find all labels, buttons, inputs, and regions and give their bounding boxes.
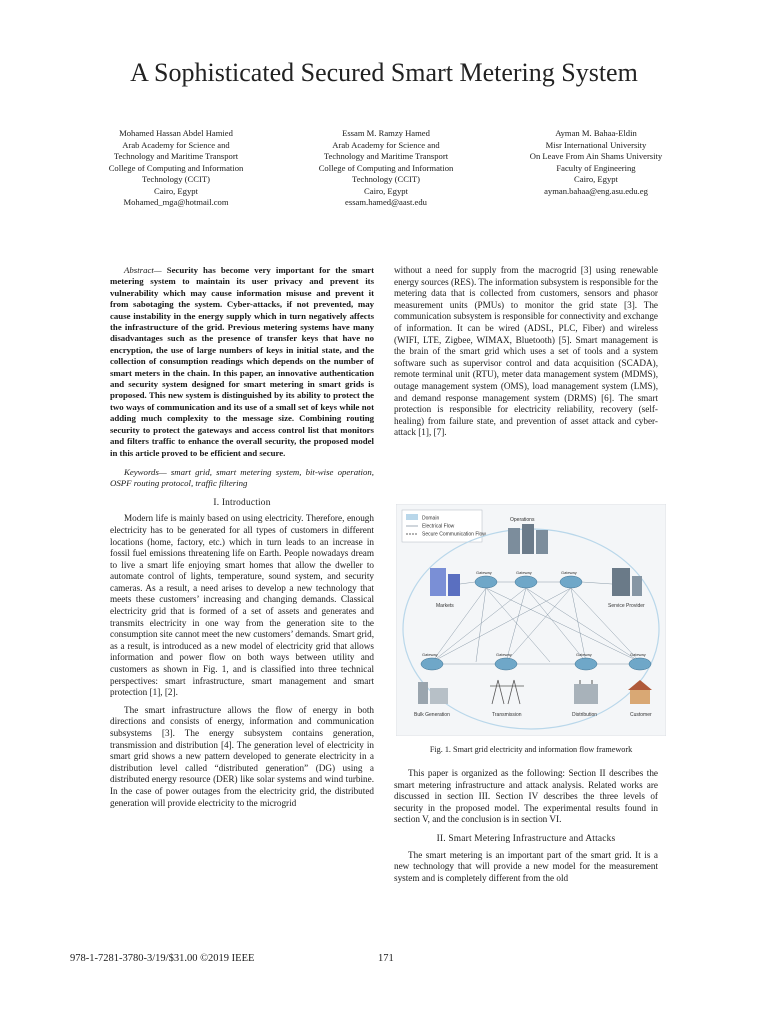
bulk-generation-label: Bulk Generation — [414, 712, 450, 718]
author-2-location: Cairo, Egypt — [364, 185, 408, 196]
keywords-lead: Keywords— — [124, 466, 167, 477]
section-heading-introduction: I. Introduction — [213, 497, 271, 508]
author-1-affil: College of Computing and Information — [108, 162, 244, 173]
intro-paragraph-1: Modern life is mainly based on using electricity. Therefore, enough electricity has to be generated for all types of customers in different locations (home, factory, etc.) which in turn leads to an increase in fossil fuel emissions threatening life on Earth. People nowadays dream to live a smart life enjoying smart homes that allow the dweller to automate control of lights, temperature, sound system, and security cameras. As a result, a need arises to develop a new technology that meets these customers’ increasing and changing demands. Classical electricity grid that is formed of a set of assets and generates and transmits electricity in one way from the generation site to the consumption site cannot meet the new customers’ demands. Smart grid, as a result, is introduced as a new model of electricity grid that allows information and power flow on both ways between utility and customers as shown in Fig. 1, and is classified into three technical perspectives: smart infrastructure, smart management and smart protection [1], [2]. — [110, 513, 374, 698]
author-2-affil: Arab Academy for Science and — [332, 139, 440, 150]
author-3 — [496, 128, 696, 209]
author-1 — [76, 128, 276, 209]
footer-isbn: 978-1-7281-3780-3/19/$31.00 ©2019 IEEE — [70, 953, 255, 964]
gateway-label: Gateway — [630, 652, 646, 657]
author-3-affil: On Leave From Ain Shams University — [529, 151, 663, 161]
paper-title: A Sophisticated Secured Smart Metering System — [130, 58, 638, 87]
abstract — [110, 265, 374, 459]
gateway-icon — [475, 576, 497, 588]
section-heading-2: II. Smart Metering Infrastructure and Attacks — [436, 833, 616, 844]
author-1-email: Mohamed_mga@hotmail.com — [123, 197, 229, 207]
author-1-affil: Arab Academy for Science and — [122, 139, 230, 150]
legend-domain-swatch — [406, 514, 418, 520]
author-2 — [286, 128, 486, 209]
right-paragraph-2: This paper is organized as the following: Section II describes the smart metering infrastructure and attack analysis. Related works are discussed in section III. Section IV describes the three levels of security in the proposed model. The experimental results found in section V, and the conclusion is in section VI. — [394, 768, 658, 825]
right-paragraph-3: The smart metering is an important part of the smart grid. It is a new technology that will provide a new model for the measurement system and is completely different from the old — [394, 849, 658, 883]
author-3-location: Cairo, Egypt — [574, 174, 618, 184]
gateway-top-row — [475, 570, 582, 588]
author-block — [76, 128, 696, 209]
author-2-affil: College of Computing and Information — [318, 162, 454, 173]
abstract-lead: Abstract— — [124, 265, 162, 275]
author-2-affil: Technology and Maritime Transport — [323, 151, 449, 161]
gateway-label: Gateway — [476, 570, 492, 575]
legend-electrical: Electrical Flow — [422, 523, 455, 530]
author-2-name: Essam M. Ramzy Hamed — [342, 128, 430, 138]
author-1-affil: Technology (CCIT) — [142, 174, 210, 184]
author-1-location: Cairo, Egypt — [154, 185, 198, 196]
gateway-label: Gateway — [561, 570, 577, 575]
author-2-email: essam.hamed@aast.edu — [345, 197, 427, 207]
intro-paragraph-2: The smart infrastructure allows the flow of energy in both directions and consists of energy, information and communication subsystems [3]. The energy subsystem contains generation, transmission and distribution [4]. The generation level of electricity in smart grid shows a new pattern developed to generate electricity in a distribution level called “distributed generation” (DG) using a distributed energy resource (DER) like solar systems and wind turbine. In the case of power outages from the electricity grid, the distributed generation will provide electricity to the microgrid — [110, 704, 374, 808]
page-number: 171 — [378, 953, 394, 964]
keywords-text: smart grid, smart metering system, bit-wise operation, OSPF routing protocol, traffic filtering — [110, 466, 374, 489]
service-provider-label: Service Provider — [608, 603, 645, 609]
abstract-text: Security has become very important for the smart metering system to maintain its user privacy and prevent its vulnerability which may cause information misuse and prevent it from sabotaging the system. Cyber-attacks, if not prevented, may cause instability in the energy supply which in turn negatively affects the infrastructure of the grid. Previous metering systems have many disadvantages such as the presence of transfer keys that have no encryption, the use of large numbers of keys in initial state, and the collection of consumption readings which depends on the number of smart meters in the chain. In this paper, an innovative authentication and security system designed for smart metering in smart grids is proposed. This new system is distinguished by its ability to protect the two ways of communication and its use of a small set of keys while not adding much complexity to the message size. Combining routing security to protect the gateways and access control list that monitors and filters traffic to enhance the overall security, the proposed model in this article proved to be efficient and secure. — [110, 265, 374, 458]
gateway-label: Gateway — [576, 652, 592, 657]
author-3-email: ayman.bahaa@eng.asu.edu.eg — [544, 185, 648, 196]
keywords — [110, 467, 374, 490]
operations-label: Operations — [510, 517, 535, 523]
gateway-icon — [629, 658, 651, 670]
customer-label: Customer — [630, 712, 652, 718]
author-1-name: Mohamed Hassan Abdel Hamied — [119, 128, 233, 138]
gateway-label: Gateway — [516, 570, 532, 575]
gateway-icon — [421, 658, 443, 670]
transmission-label: Transmission — [492, 712, 522, 718]
author-3-affil: Faculty of Engineering — [556, 162, 636, 173]
right-column — [394, 265, 658, 439]
markets-label: Markets — [436, 603, 454, 609]
legend-domain: Domain — [422, 515, 440, 522]
smart-grid-figure — [396, 504, 666, 736]
figure-caption: Fig. 1. Smart grid electricity and information flow framework — [429, 745, 633, 754]
right-paragraph-1: without a need for supply from the macrogrid [3] using renewable energy sources (RES). The information subsystem is responsible for the metering data that is collected from customers, sensors and phasor measurement units (PMUs) to monitor the grid state [3]. The communication subsystem is responsible for connectivity and exchange of information. It can be wired (ADSL, PLC, Fiber) and wireless (WIFI, LTE, Zigbee, WIMAX, Bluetooth) [5]. Smart management is the brain of the smart grid which uses a set of tools and a system software such as supervisor control and data acquisition (SCADA), remote terminal unit (RTU), meter data management system (MDMS), outage management system (OMS), load management system (LMS), and demand response management system (DRMS) [6]. The smart protection is responsible for electricity reliability, recovery (self-healing) from failure state, and prevention of asset attack and cyber-attack [1], [7]. — [394, 265, 659, 438]
gateway-icon — [495, 658, 517, 670]
gateway-label: Gateway — [422, 652, 438, 657]
legend-secure: Secure Communication Flow — [422, 531, 486, 538]
author-2-affil: Technology (CCIT) — [352, 174, 420, 184]
gateway-icon — [515, 576, 537, 588]
distribution-label: Distribution — [572, 712, 598, 718]
left-column — [110, 265, 374, 809]
author-3-name: Ayman M. Bahaa-Eldin — [555, 128, 637, 138]
author-1-affil: Technology and Maritime Transport — [113, 151, 239, 161]
right-column-lower — [394, 768, 658, 884]
gateway-label: Gateway — [496, 652, 512, 657]
gateway-icon — [575, 658, 597, 670]
author-3-affil: Misr International University — [545, 139, 647, 150]
gateway-icon — [560, 576, 582, 588]
